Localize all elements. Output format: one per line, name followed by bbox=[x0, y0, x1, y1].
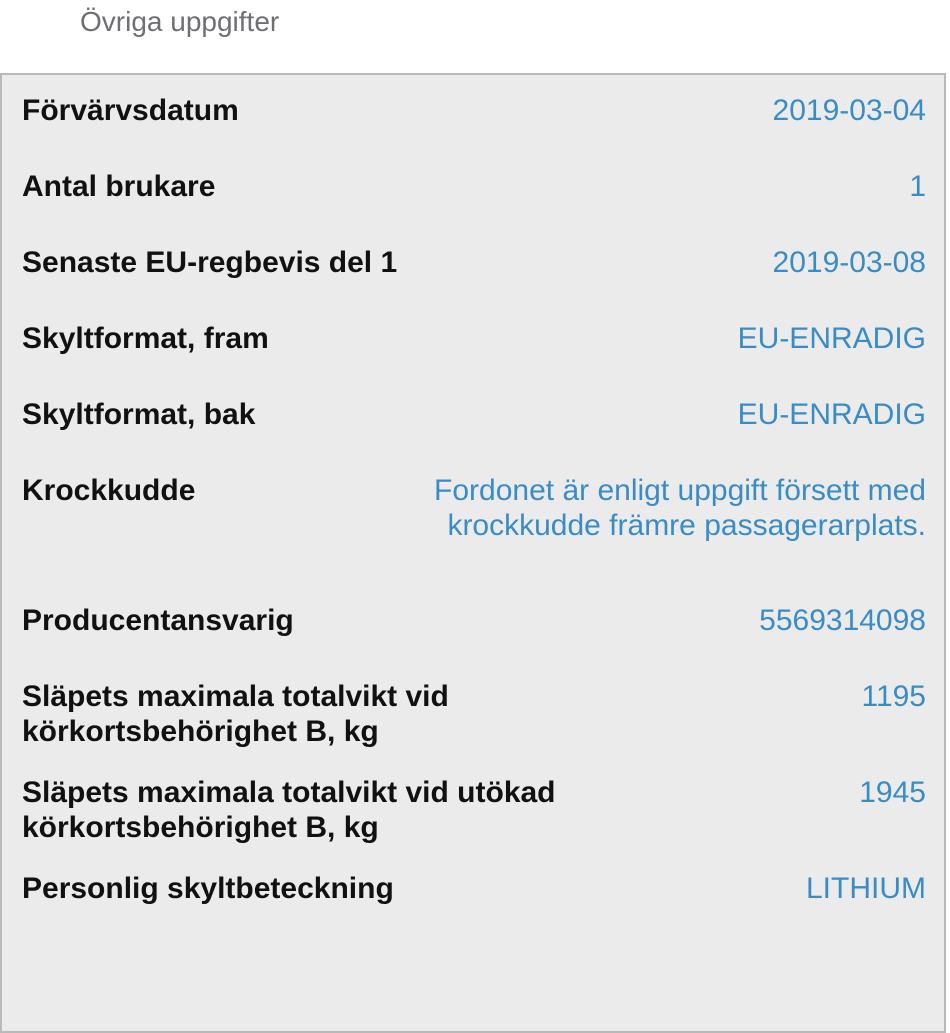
detail-label: Krockkudde bbox=[22, 474, 196, 507]
detail-row-slap-utokad-b bbox=[22, 775, 926, 845]
detail-row-slap-b bbox=[22, 679, 926, 749]
detail-value[interactable]: LITHIUM bbox=[806, 872, 926, 905]
detail-value[interactable]: Fordonet är enligt uppgift försett med krockkudde främre passagerarplats. bbox=[434, 474, 926, 542]
detail-row-eu-regbevis bbox=[22, 245, 926, 280]
detail-label: Skyltformat, fram bbox=[22, 322, 269, 355]
page-header bbox=[0, 0, 950, 73]
details-panel bbox=[0, 73, 946, 1033]
detail-value[interactable]: 2019-03-04 bbox=[772, 94, 926, 127]
detail-value[interactable]: 1 bbox=[909, 170, 926, 203]
detail-label: Släpets maximala totalvikt vid körkortsbehörighet B, kg bbox=[22, 680, 449, 748]
detail-value[interactable]: 1945 bbox=[859, 776, 926, 809]
detail-label: Förvärvsdatum bbox=[22, 94, 239, 127]
detail-row-producentansvarig bbox=[22, 603, 926, 638]
detail-row-skyltformat-bak bbox=[22, 397, 926, 432]
detail-label: Producentansvarig bbox=[22, 604, 294, 637]
detail-label: Skyltformat, bak bbox=[22, 398, 256, 431]
detail-row-personlig-skylt bbox=[22, 871, 926, 906]
detail-label: Personlig skyltbeteckning bbox=[22, 872, 394, 905]
detail-row-skyltformat-fram bbox=[22, 321, 926, 356]
detail-label: Släpets maximala totalvikt vid utökad körkortsbehörighet B, kg bbox=[22, 776, 556, 844]
detail-label: Senaste EU-regbevis del 1 bbox=[22, 246, 398, 279]
detail-row-krockkudde bbox=[22, 473, 926, 543]
detail-row-forvarvsdatum bbox=[22, 93, 926, 128]
detail-value[interactable]: EU-ENRADIG bbox=[737, 322, 926, 355]
detail-value[interactable]: 2019-03-08 bbox=[772, 246, 926, 279]
detail-label: Antal brukare bbox=[22, 170, 216, 203]
section-subtitle: Övriga uppgifter bbox=[80, 6, 280, 37]
detail-value[interactable]: 1195 bbox=[861, 680, 926, 713]
detail-value[interactable]: 5569314098 bbox=[759, 604, 926, 637]
detail-row-antal-brukare bbox=[22, 169, 926, 204]
detail-value[interactable]: EU-ENRADIG bbox=[737, 398, 926, 431]
